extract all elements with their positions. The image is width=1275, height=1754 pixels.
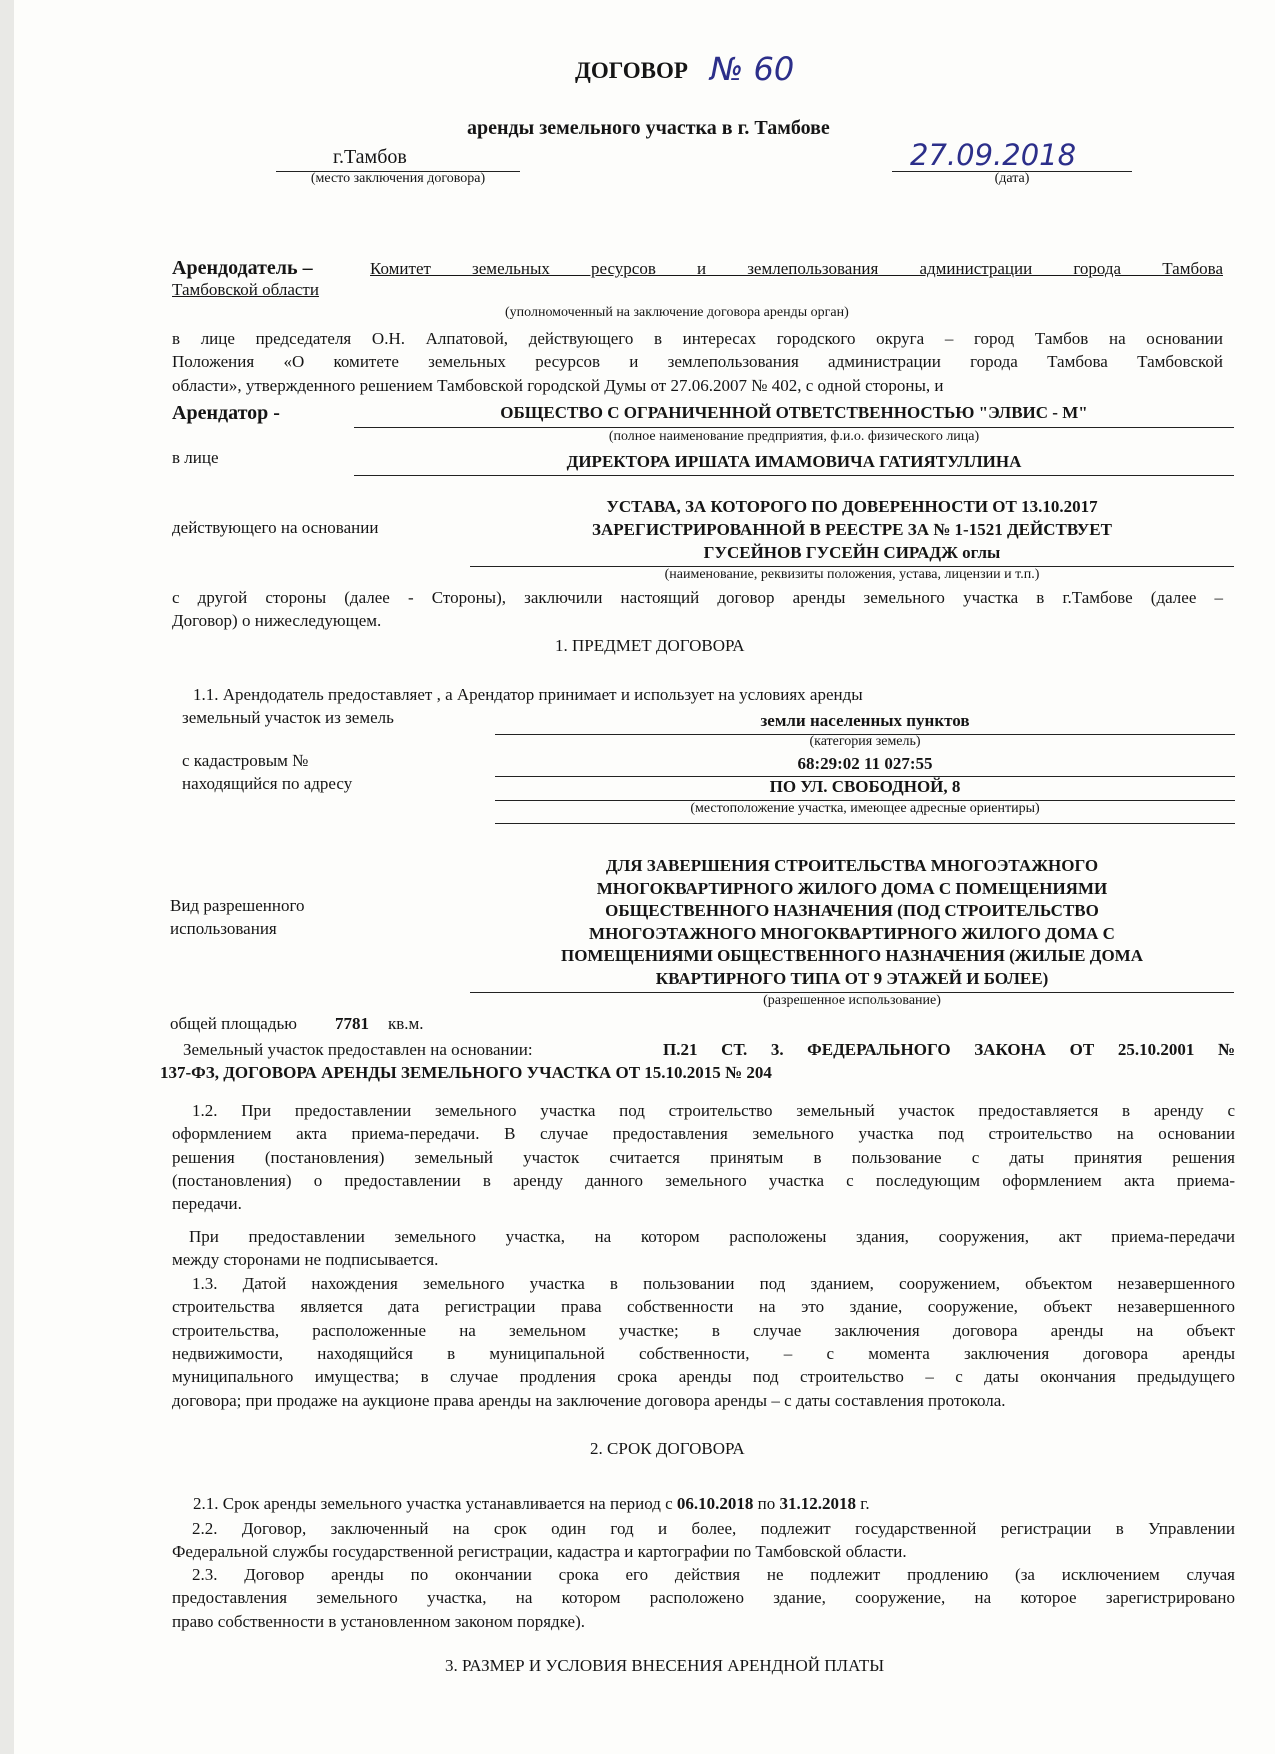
land-category-caption: (категория земель) (809, 734, 921, 749)
tenant-caption: (полное наименование предприятия, ф.и.о. физического лица) (608, 429, 980, 444)
land-category: земли населенных пунктов (760, 711, 970, 730)
landlord-text-line1: в лице председателя О.Н. Алпатовой, действующего в интересах городского округа – город Тамбов на основании (172, 329, 1223, 348)
person-label: в лице (172, 448, 219, 467)
area-value: 7781 (335, 1014, 369, 1033)
closing-line2: Договор) о нижеследующем. (172, 611, 382, 630)
cadastral-label: с кадастровым № (182, 751, 309, 770)
place-caption: (место заключения договора) (310, 171, 486, 186)
p21-from-date: 06.10.2018 (676, 1494, 754, 1513)
landlord-name-line1: Комитет земельных ресурсов и землепользования администрации города Тамбова (370, 259, 1223, 278)
landlord-text-line2: Положения «О комитете земельных ресурсов и землепользования администрации города Тамбова Тамбовской (172, 352, 1223, 371)
p21-end: г. (860, 1494, 870, 1513)
p12-line-3: решения (постановления) земельный участок считается принятым в пользование с даты принятия решения (172, 1147, 1235, 1167)
basis-line2: ЗАРЕГИСТРИРОВАННОЙ В РЕЕСТРЕ ЗА № 1-1521 ДЕЙСТВУЕТ (592, 520, 1112, 539)
doc-title: ДОГОВОР (575, 58, 688, 83)
landlord-caption: (уполномоченный на заключение договора аренды орган) (505, 305, 849, 320)
p21-to-date: 31.12.2018 (779, 1494, 857, 1513)
p12b-line-2: между сторонами не подписывается. (172, 1250, 439, 1270)
section3-heading: 3. РАЗМЕР И УСЛОВИЯ ВНЕСЕНИЯ АРЕНДНОЙ ПЛАТЫ (445, 1656, 885, 1675)
p23-line-1: 2.3. Договор аренды по окончании срока его действия не подлежит продлению (за исключением случая (192, 1565, 1235, 1584)
p11-line1: 1.1. Арендодатель предоставляет , а Арендатор принимает и использует на условиях аренды (193, 685, 863, 704)
p12-line-1: 1.2. При предоставлении земельного участка под строительство земельный участок предоставляется в аренду с (192, 1101, 1235, 1120)
date-handwritten: 27.09.2018 (910, 138, 1077, 172)
p22-line-1: 2.2. Договор, заключенный на срок один год и более, подлежит государственной регистрации в Управлении (192, 1519, 1235, 1538)
grounds-label: Земельный участок предоставлен на основании: (183, 1040, 533, 1059)
address-caption: (местоположение участка, имеющее адресные ориентиры) (690, 801, 1040, 816)
section2-heading: 2. СРОК ДОГОВОРА (590, 1439, 745, 1458)
p11-line2: земельный участок из земель (182, 708, 394, 727)
grounds-line1: П.21 СТ. 3. ФЕДЕРАЛЬНОГО ЗАКОНА ОТ 25.10.2001 № (663, 1040, 1235, 1059)
usage-label-line1: Вид разрешенного (170, 896, 305, 915)
landlord-text-line3: области», утвержденного решением Тамбовской городской Думы от 27.06.2007 № 402, с одной стороны, и (172, 376, 944, 395)
usage-line-3: ОБЩЕСТВЕННОГО НАЗНАЧЕНИЯ (ПОД СТРОИТЕЛЬСТВО (605, 901, 1099, 920)
closing-line1: с другой стороны (далее - Стороны), заключили настоящий договор аренды земельного участка в г.Тамбове (далее – (172, 588, 1223, 607)
p12-line-5: передачи. (172, 1194, 242, 1214)
binding-edge (0, 0, 14, 1754)
place-value: г.Тамбов (333, 146, 407, 168)
landlord-name-line2: Тамбовской области (172, 280, 319, 299)
grounds-line2: 137-ФЗ, ДОГОВОРА АРЕНДЫ ЗЕМЕЛЬНОГО УЧАСТКА ОТ 15.10.2015 № 204 (160, 1063, 772, 1082)
basis-line1: УСТАВА, ЗА КОТОРОГО ПО ДОВЕРЕННОСТИ ОТ 13.10.2017 (606, 497, 1098, 516)
p13-line-3: строительства, расположенные на земельном участке; в случае заключения договора аренды на объект (172, 1320, 1235, 1340)
doc-number-handwritten: № 60 (710, 50, 795, 88)
p12b-line-1: При предоставлении земельного участка, на котором расположены здания, сооружения, акт приема-передачи (189, 1227, 1235, 1246)
p21-label: 2.1. Срок аренды земельного участка устанавливается на период с (193, 1494, 673, 1513)
landlord-label: Арендодатель – (172, 257, 313, 279)
tenant-name: ОБЩЕСТВО С ОГРАНИЧЕННОЙ ОТВЕТСТВЕННОСТЬЮ "ЭЛВИС - М" (500, 403, 1088, 422)
address-label: находящийся по адресу (182, 774, 353, 793)
date-caption: (дата) (994, 171, 1030, 186)
area-label: общей площадью (170, 1014, 297, 1033)
p13-line-5: муниципального имущества; в случае продления срока аренды под строительство – с даты окончания предыдущего (172, 1367, 1235, 1387)
p21-mid: по (757, 1494, 776, 1513)
usage-line-2: МНОГОКВАРТИРНОГО ЖИЛОГО ДОМА С ПОМЕЩЕНИЯМИ (596, 878, 1108, 898)
cadastral-number: 68:29:02 11 027:55 (797, 754, 933, 773)
p13-line-2: строительства является дата регистрации права собственности на это здание, сооружение, объект незавершенного (172, 1297, 1235, 1317)
p22-line-2: Федеральной службы государственной регистрации, кадастра и картографии по Тамбовской области. (172, 1542, 907, 1562)
usage-line-5: ПОМЕЩЕНИЯМИ ОБЩЕСТВЕННОГО НАЗНАЧЕНИЯ (ЖИЛЫЕ ДОМА (560, 946, 1144, 965)
basis-line3: ГУСЕЙНОВ ГУСЕЙН СИРАДЖ оглы (703, 543, 1001, 562)
basis-label: действующего на основании (172, 518, 379, 537)
doc-subtitle: аренды земельного участка в г. Тамбове (467, 117, 830, 139)
p13-line-6: договора; при продаже на аукционе права аренды на заключение договора аренды – с даты составления протокола. (172, 1390, 1006, 1410)
address-value: ПО УЛ. СВОБОДНОЙ, 8 (769, 777, 961, 796)
p13-line-1: 1.3. Датой нахождения земельного участка в пользовании под зданием, сооружением, объектом незавершенного (192, 1274, 1235, 1293)
person-name: ДИРЕКТОРА ИРШАТА ИМАМОВИЧА ГАТИЯТУЛЛИНА (566, 452, 1022, 471)
usage-caption: (разрешенное использование) (763, 993, 941, 1008)
p23-line-2: предоставления земельного участка, на котором расположено здание, сооружение, на которое зарегистрировано (172, 1588, 1235, 1608)
tenant-label: Арендатор - (172, 402, 280, 424)
p13-line-4: недвижимости, находящийся в муниципальной собственности, – с момента заключения договора аренды (172, 1343, 1235, 1363)
usage-line-4: МНОГОЭТАЖНОГО МНОГОКВАРТИРНОГО ЖИЛОГО ДОМА С (589, 923, 1115, 943)
p23-line-3: право собственности в установленном законом порядке). (172, 1611, 585, 1631)
p21-text (193, 1494, 870, 1514)
p12-line-2: оформлением акта приема-передачи. В случае предоставления земельного участка под строительство на основании (172, 1124, 1235, 1144)
section1-heading: 1. ПРЕДМЕТ ДОГОВОРА (555, 636, 745, 655)
area-unit: кв.м. (388, 1014, 424, 1033)
usage-line-6: КВАРТИРНОГО ТИПА ОТ 9 ЭТАЖЕЙ И БОЛЕЕ) (655, 968, 1049, 988)
usage-label-line2: использования (170, 919, 277, 938)
usage-line-1: ДЛЯ ЗАВЕРШЕНИЯ СТРОИТЕЛЬСТВА МНОГОЭТАЖНОГО (605, 856, 1099, 875)
basis-caption: (наименование, реквизиты положения, устава, лицензии и т.п.) (664, 567, 1040, 582)
p12-line-4: (постановления) о предоставлении в аренду данного земельного участка с последующим оформлением акта приема- (172, 1170, 1235, 1190)
